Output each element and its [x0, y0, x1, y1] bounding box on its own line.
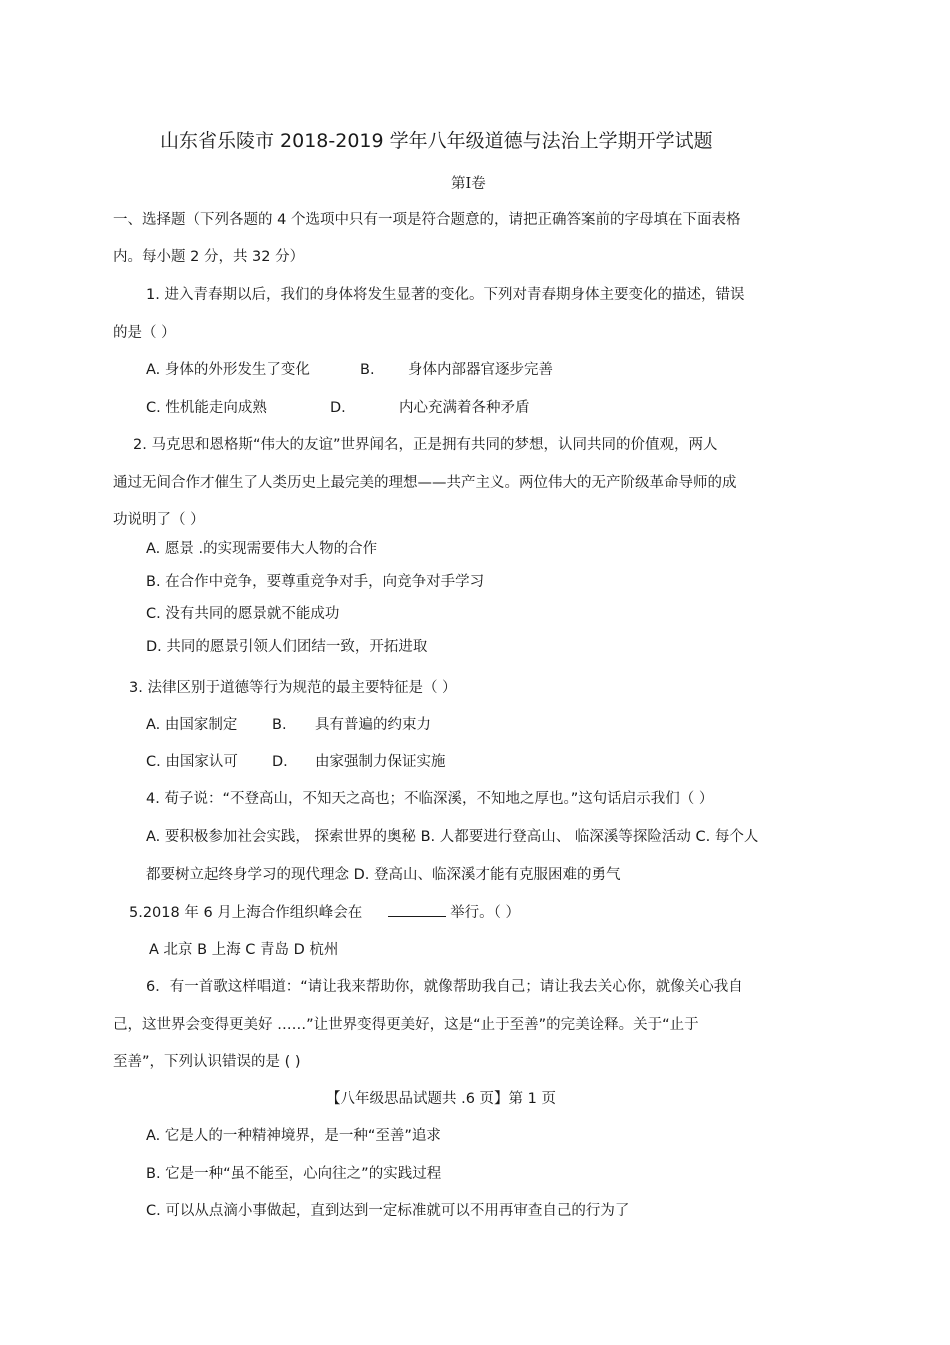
section-heading: 一、选择题（下列各题的 4 个选项中只有一项是符合题意的，请把正确答案前的字母填在下面表格 [113, 212, 741, 228]
option-4-line2: 都要树立起终身学习的现代理念 D. 登高山、临深溪才能有克服困难的勇气 [146, 867, 621, 883]
option-6b: B. 它是一种“虽不能至，心向往之”的实践过程 [146, 1166, 442, 1182]
option-3c: C. 由国家认可 [146, 754, 238, 770]
option-3d: 由家强制力保证实施 [315, 754, 446, 770]
option-3d-letter: D. [272, 754, 288, 770]
question-3-stem: 3. 法律区别于道德等行为规范的最主要特征是（ ） [129, 680, 457, 696]
option-2b: B. 在合作中竞争，要尊重竞争对手，向竞争对手学习 [146, 574, 485, 590]
option-5: A 北京 B 上海 C 青岛 D 杭州 [149, 942, 339, 958]
doc-title: 山东省乐陵市 2018-2019 学年八年级道德与法治上学期开学试题 [160, 130, 713, 152]
option-6a: A. 它是人的一种精神境界，是一种“至善”追求 [146, 1128, 441, 1144]
option-1d: 内心充满着各种矛盾 [399, 400, 530, 416]
question-5-stem [129, 902, 520, 923]
question-5-stem-a: 5.2018 年 6 月上海合作组织峰会在 [129, 905, 363, 921]
question-1-stem-cont: 的是（ ） [113, 325, 176, 341]
option-3b: 具有普遍的约束力 [315, 717, 431, 733]
question-4-stem: 4. 荀子说：“不登高山，不知天之高也；不临深溪，不知地之厚也。”这句话启示我们（ ） [146, 791, 714, 807]
option-2d: D. 共同的愿景引领人们团结一致，开拓进取 [146, 639, 428, 655]
question-5-stem-b: 举行。（ ） [450, 905, 520, 921]
question-2-stem: 2. 马克思和恩格斯“伟大的友谊”世界闻名，正是拥有共同的梦想，认同共同的价值观，两人 [133, 437, 718, 453]
option-1a: A. 身体的外形发生了变化 [146, 362, 310, 378]
option-3b-letter: B. [272, 717, 287, 733]
question-1-stem: 1. 进入青春期以后，我们的身体将发生显著的变化。下列对青春期身体主要变化的描述，错误 [146, 287, 745, 303]
question-6-stem-end: 至善”，下列认识错误的是 ( ) [113, 1054, 301, 1070]
page-footer: 【八年级思品试题共 .6 页】第 1 页 [326, 1091, 556, 1107]
section-heading-cont: 内。每小题 2 分，共 32 分） [113, 249, 305, 265]
question-6-stem-cont: 己，这世界会变得更美好 ……”让世界变得更美好，这是“止于至善”的完美诠释。关于“止于 [113, 1017, 699, 1033]
option-2a: A. 愿景 .的实现需要伟大人物的合作 [146, 541, 378, 557]
option-3a: A. 由国家制定 [146, 717, 238, 733]
question-6-stem: 6．有一首歌这样唱道：“请让我来帮助你，就像帮助我自己；请让我去关心你，就像关心我自 [146, 979, 743, 995]
option-1b: 身体内部器官逐步完善 [408, 362, 553, 378]
option-1b-letter: B. [360, 362, 375, 378]
option-1c: C. 性机能走向成熟 [146, 400, 267, 416]
volume-label: 第Ⅰ卷 [451, 176, 486, 192]
question-2-stem-cont: 通过无间合作才催生了人类历史上最完美的理想——共产主义。两位伟大的无产阶级革命导师的成 [113, 475, 737, 491]
option-6c: C. 可以从点滴小事做起，直到达到一定标准就可以不用再审查自己的行为了 [146, 1203, 630, 1219]
option-2c: C. 没有共同的愿景就不能成功 [146, 606, 340, 622]
answer-blank [388, 902, 446, 917]
question-2-stem-end: 功说明了（ ） [113, 512, 205, 528]
option-4-line1: A. 要积极参加社会实践， 探索世界的奥秘 B. 人都要进行登高山、 临深溪等探险活动 C. 每个人 [146, 829, 759, 845]
option-1d-letter: D. [330, 400, 346, 416]
